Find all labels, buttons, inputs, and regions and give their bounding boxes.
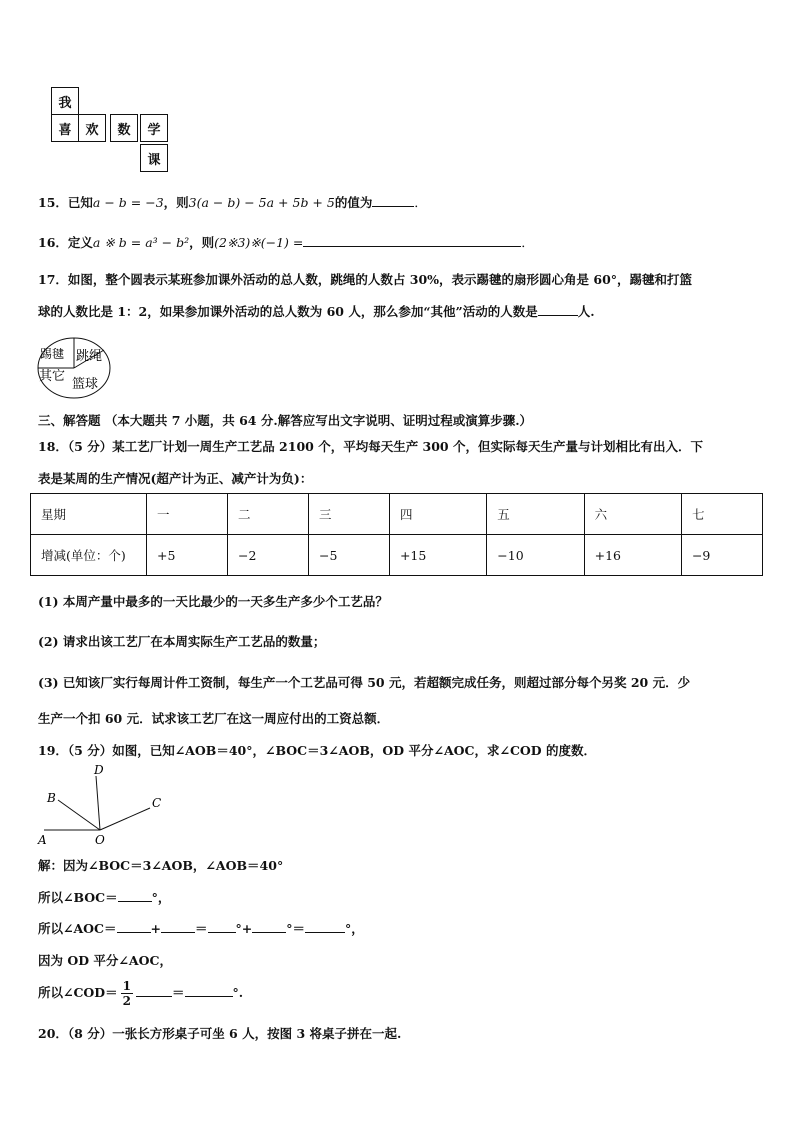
question-text: ． xyxy=(414,195,427,210)
table-cell: +15 xyxy=(389,535,486,576)
answer-blank xyxy=(185,984,233,998)
answer-blank xyxy=(303,234,521,248)
production-table xyxy=(30,493,763,576)
question-text: 定义 xyxy=(67,235,93,250)
net-cell: 欢 xyxy=(78,114,106,142)
fraction-numerator: 1 xyxy=(122,979,132,993)
solution-text: 所以∠BOC＝ xyxy=(38,890,118,905)
question-text: 已知 xyxy=(67,195,93,210)
question-18-sub1: (1) 本周产量中最多的一天比最少的一天多生产多少个工艺品？ xyxy=(38,594,388,609)
table-cell: 增减(单位：个) xyxy=(31,535,147,576)
question-text: ，则 xyxy=(189,235,215,250)
solution-text: 所以∠AOC＝ xyxy=(38,921,117,936)
solution-text: ＝ xyxy=(172,985,185,1000)
math-expression: 3(a − b) − 5a + 5b + 5 xyxy=(188,195,335,210)
question-text: 人. xyxy=(577,304,595,319)
table-cell: 六 xyxy=(584,494,681,535)
solution-line xyxy=(38,979,243,1008)
net-cell: 课 xyxy=(140,144,168,172)
question-20-line1: 20．（8 分）一张长方形桌子可坐 6 人，按图 3 将桌子拼在一起. xyxy=(38,1026,402,1041)
angle-diagram xyxy=(34,762,174,848)
math-definition: a ※ b = a³ − b² xyxy=(92,235,190,250)
table-cell: −9 xyxy=(681,535,762,576)
solution-text: °. xyxy=(232,985,244,1000)
pie-label: 篮球 xyxy=(72,377,99,392)
answer-blank xyxy=(118,889,152,903)
table-cell: 二 xyxy=(227,494,308,535)
answer-blank xyxy=(538,303,578,317)
point-label: D xyxy=(94,763,104,777)
point-label: B xyxy=(47,791,56,805)
table-cell: 五 xyxy=(487,494,584,535)
fraction-one-half xyxy=(121,979,133,1008)
question-text: 的值为 xyxy=(334,195,373,210)
table-cell: 星期 xyxy=(31,494,147,535)
table-cell: −2 xyxy=(227,535,308,576)
answer-blank xyxy=(208,920,236,934)
question-17-line2 xyxy=(38,302,595,320)
math-expression: (2※3)※(−1) = xyxy=(214,235,304,250)
point-label: O xyxy=(95,833,105,847)
table-cell: 四 xyxy=(389,494,486,535)
question-19-line1: 19．（5 分）如图，已知∠AOB＝40°，∠BOC＝3∠AOB，OD 平分∠AOC，求∠COD 的度数． xyxy=(38,743,596,758)
section-heading: 三、解答题 （本大题共 7 小题，共 64 分.解答应写出文字说明、证明过程或演算步骤.） xyxy=(38,413,533,428)
net-cell: 我 xyxy=(51,87,79,115)
net-cell: 学 xyxy=(140,114,168,142)
question-number: 15． xyxy=(38,195,68,210)
table-cell: −10 xyxy=(487,535,584,576)
question-16 xyxy=(38,233,534,251)
fraction-denominator: 2 xyxy=(122,994,132,1008)
solution-text: + xyxy=(150,921,161,936)
question-text: ． xyxy=(521,235,534,250)
question-18-sub3-line2: 生产一个扣 60 元．试求该工艺厂在这一周应付出的工资总额． xyxy=(38,711,390,726)
table-cell: 七 xyxy=(681,494,762,535)
pie-label: 踢毽 xyxy=(40,347,65,361)
question-15 xyxy=(38,193,427,211)
table-header-row xyxy=(31,494,763,535)
solution-text: °， xyxy=(151,890,171,905)
math-condition: a − b = −3 xyxy=(92,195,164,210)
answer-blank xyxy=(161,920,195,934)
answer-blank xyxy=(252,920,286,934)
net-cell: 喜 xyxy=(51,114,79,142)
question-18-line1: 18．（5 分）某工艺厂计划一周生产工艺品 2100 个，平均每天生产 300 个，但实际每天生产量与计划相比有出入．下 xyxy=(38,439,703,454)
table-cell: +5 xyxy=(147,535,228,576)
point-label: A xyxy=(38,833,47,847)
question-number: 16． xyxy=(38,235,68,250)
activity-pie-diagram xyxy=(36,336,116,400)
answer-blank xyxy=(305,920,345,934)
solution-line: 因为 OD 平分∠AOC， xyxy=(38,953,172,968)
table-row xyxy=(31,535,763,576)
point-label: C xyxy=(152,796,162,810)
question-18-line2: 表是某周的生产情况(超产计为正、减产计为负)： xyxy=(38,471,313,486)
question-17-line1: 17．如图，整个圆表示某班参加课外活动的总人数，跳绳的人数占 30%，表示踢毽的扇形圆心角是 60°，踢毽和打篮 xyxy=(38,272,693,287)
answer-blank xyxy=(372,194,414,208)
table-cell: +16 xyxy=(584,535,681,576)
question-text: 球的人数比是 1：2，如果参加课外活动的总人数为 60 人，那么参加“其他”活动的人数是 xyxy=(38,304,538,319)
question-text: ，则 xyxy=(163,195,189,210)
table-cell: 一 xyxy=(147,494,228,535)
pie-label: 其它 xyxy=(39,369,66,384)
solution-line xyxy=(38,919,364,937)
solution-text: ＝ xyxy=(195,921,208,936)
solution-line xyxy=(38,888,170,906)
answer-blank xyxy=(117,920,151,934)
solution-text: °+ xyxy=(235,921,253,936)
solution-text: 所以∠COD＝ xyxy=(38,985,118,1000)
table-cell: 三 xyxy=(308,494,389,535)
question-18-sub2: (2) 请求出该工艺厂在本周实际生产工艺品的数量； xyxy=(38,634,326,649)
table-cell: −5 xyxy=(308,535,389,576)
solution-line: 解：因为∠BOC＝3∠AOB，∠AOB＝40° xyxy=(38,858,284,873)
pie-label: 跳绳 xyxy=(76,349,103,364)
solution-text: °＝ xyxy=(286,921,306,936)
solution-text: °， xyxy=(345,921,364,936)
question-18-sub3-line1: (3) 已知该厂实行每周计件工资制，每生产一个工艺品可得 50 元，若超额完成任务，则超过部分每个另奖 20 元．少 xyxy=(38,675,691,690)
answer-blank xyxy=(136,984,172,998)
net-cell: 数 xyxy=(110,114,138,142)
